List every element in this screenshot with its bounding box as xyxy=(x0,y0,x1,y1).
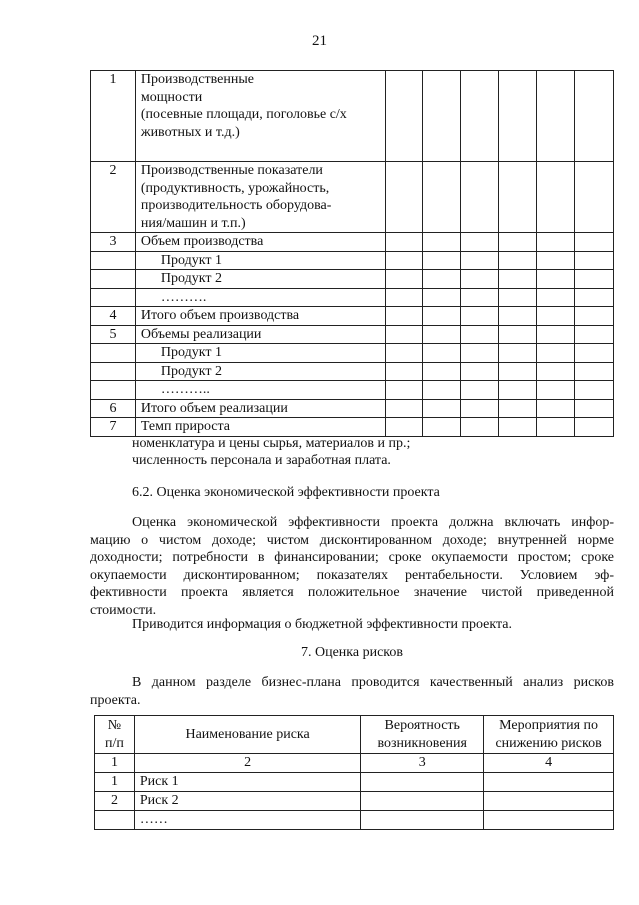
section-6-2-paragraph xyxy=(90,514,614,619)
value-cell xyxy=(385,233,423,252)
value-cell xyxy=(499,418,537,437)
value-cell xyxy=(575,288,614,307)
value-cell xyxy=(385,399,423,418)
value-cell xyxy=(575,362,614,381)
table-row-index xyxy=(95,754,614,773)
value-cell xyxy=(499,399,537,418)
value-cell xyxy=(423,270,461,289)
probability-cell xyxy=(361,792,484,811)
row-number-cell xyxy=(91,344,136,363)
value-cell xyxy=(575,418,614,437)
indicator-name-line: Производственные xyxy=(140,72,254,87)
value-cell xyxy=(499,233,537,252)
table-row xyxy=(95,792,614,811)
value-cell xyxy=(423,307,461,326)
probability-cell xyxy=(361,811,484,830)
col-number-line1: № xyxy=(107,717,122,733)
value-cell xyxy=(575,399,614,418)
table-row xyxy=(91,288,614,307)
indicator-name-line: Темп прироста xyxy=(140,419,231,434)
value-cell xyxy=(499,162,537,233)
paragraph-line: фективности проекта является положительное значение чистой приведенной xyxy=(90,585,614,600)
table-row xyxy=(91,418,614,437)
indicator-name-cell xyxy=(135,399,385,418)
indicator-name-line: Объемы реализации xyxy=(140,326,262,342)
indicator-name-cell xyxy=(135,381,385,400)
value-cell xyxy=(423,71,461,162)
value-cell xyxy=(461,399,499,418)
value-cell xyxy=(423,362,461,381)
table-row xyxy=(91,381,614,400)
value-cell xyxy=(385,251,423,270)
table-row xyxy=(91,325,614,344)
row-number-cell: 2 xyxy=(91,162,136,233)
row-number-cell: 7 xyxy=(91,418,136,437)
row-number-cell xyxy=(91,288,136,307)
indicator-name-cell xyxy=(135,325,385,344)
value-cell xyxy=(499,381,537,400)
indicator-name-line: Продукт 2 xyxy=(160,271,222,286)
section-7-title: 7. Оценка рисков xyxy=(300,645,404,660)
value-cell xyxy=(461,251,499,270)
value-cell xyxy=(499,362,537,381)
value-cell xyxy=(575,307,614,326)
value-cell xyxy=(537,307,575,326)
col-measures-line2: снижению рисков xyxy=(495,735,602,751)
value-cell xyxy=(461,288,499,307)
row-number-cell xyxy=(91,381,136,400)
measures-cell xyxy=(484,773,614,792)
value-cell xyxy=(423,325,461,344)
value-cell xyxy=(385,162,423,233)
value-cell xyxy=(461,325,499,344)
indicator-name-line: ния/машин и т.п.) xyxy=(140,215,246,231)
value-cell xyxy=(499,344,537,363)
paragraph-line: Оценка экономической эффективности проекта должна включать инфор- xyxy=(132,515,614,530)
value-cell xyxy=(575,270,614,289)
row-number-cell: 5 xyxy=(91,325,136,344)
row-number-cell xyxy=(91,270,136,289)
table-row xyxy=(95,773,614,792)
col-probability-line2: возникновения xyxy=(377,735,467,751)
value-cell xyxy=(499,251,537,270)
table-row xyxy=(91,233,614,252)
value-cell xyxy=(499,270,537,289)
indicator-name-line: Продукт 2 xyxy=(160,363,222,379)
col-number-line2: п/п xyxy=(105,735,124,751)
indicator-name-line: Объем производства xyxy=(140,234,264,249)
risk-name-cell: …… xyxy=(134,811,360,830)
table-row xyxy=(95,811,614,830)
value-cell xyxy=(461,344,499,363)
row-number-cell: 6 xyxy=(91,399,136,418)
col-risk-name-header: Наименование риска xyxy=(134,716,360,754)
indicator-name-line: животных и т.д.) xyxy=(140,124,240,140)
index-cell: 1 xyxy=(95,754,135,773)
list-line-staff: численность персонала и заработная плата. xyxy=(132,453,391,468)
col-number-header xyxy=(95,716,135,754)
paragraph-line: стоимости. xyxy=(90,602,157,618)
row-number-cell: 3 xyxy=(91,233,136,252)
table-row xyxy=(91,362,614,381)
value-cell xyxy=(537,418,575,437)
indicator-name-cell xyxy=(135,418,385,437)
value-cell xyxy=(385,288,423,307)
probability-cell xyxy=(361,773,484,792)
value-cell xyxy=(499,325,537,344)
measures-cell xyxy=(484,792,614,811)
value-cell xyxy=(575,251,614,270)
value-cell xyxy=(575,344,614,363)
table-row xyxy=(91,399,614,418)
value-cell xyxy=(537,362,575,381)
indicator-name-cell xyxy=(135,233,385,252)
value-cell xyxy=(537,233,575,252)
value-cell xyxy=(461,71,499,162)
page-number: 21 xyxy=(312,33,327,49)
indicator-name-line: ……….. xyxy=(160,382,210,397)
value-cell xyxy=(385,325,423,344)
value-cell xyxy=(537,399,575,418)
value-cell xyxy=(499,307,537,326)
value-cell xyxy=(423,344,461,363)
value-cell xyxy=(423,399,461,418)
value-cell xyxy=(461,162,499,233)
value-cell xyxy=(537,288,575,307)
value-cell xyxy=(537,251,575,270)
col-measures-line1: Мероприятия по xyxy=(499,717,599,733)
value-cell xyxy=(423,162,461,233)
row-number-cell: 4 xyxy=(91,307,136,326)
value-cell xyxy=(461,362,499,381)
value-cell xyxy=(537,325,575,344)
indicator-name-line: (продуктивность, урожайность, xyxy=(140,180,330,196)
value-cell xyxy=(385,270,423,289)
risk-name-cell: Риск 2 xyxy=(134,792,360,811)
value-cell xyxy=(537,270,575,289)
row-number-cell: 1 xyxy=(91,71,136,162)
indicator-name-line: Итого объем производства xyxy=(140,308,300,323)
value-cell xyxy=(537,381,575,400)
indicator-name-cell xyxy=(135,344,385,363)
table-row xyxy=(91,251,614,270)
value-cell xyxy=(575,325,614,344)
indicator-name-cell xyxy=(135,307,385,326)
value-cell xyxy=(423,251,461,270)
col-probability-line1: Вероятность xyxy=(384,717,460,733)
indicator-name-cell xyxy=(135,270,385,289)
value-cell xyxy=(575,381,614,400)
value-cell xyxy=(423,288,461,307)
value-cell xyxy=(423,233,461,252)
value-cell xyxy=(537,162,575,233)
table-row xyxy=(91,307,614,326)
paragraph-line: В данном разделе бизнес-плана проводится качественный анализ рисков xyxy=(132,675,614,690)
indicator-name-cell xyxy=(135,362,385,381)
value-cell xyxy=(575,162,614,233)
value-cell xyxy=(385,307,423,326)
indicator-name-line: Продукт 1 xyxy=(160,345,222,360)
value-cell xyxy=(499,288,537,307)
risk-name-cell: Риск 1 xyxy=(134,773,360,792)
value-cell xyxy=(537,344,575,363)
col-measures-header xyxy=(484,716,614,754)
indicator-name-line: Итого объем реализации xyxy=(140,400,288,416)
table-row xyxy=(91,270,614,289)
risk-table xyxy=(94,715,614,830)
value-cell xyxy=(461,418,499,437)
indicator-name-line: Производственные показатели xyxy=(140,163,323,178)
index-cell: 3 xyxy=(361,754,484,773)
value-cell xyxy=(385,344,423,363)
section-6-2-title: 6.2. Оценка экономической эффективности проекта xyxy=(132,485,440,500)
paragraph-line: окупаемости дисконтированном; показателях рентабельности. Условием эф- xyxy=(90,567,614,583)
index-cell: 2 xyxy=(134,754,360,773)
value-cell xyxy=(461,307,499,326)
value-cell xyxy=(575,233,614,252)
value-cell xyxy=(461,381,499,400)
indicator-name-cell xyxy=(135,71,385,162)
section-7-paragraph xyxy=(90,674,614,709)
risk-number-cell: 1 xyxy=(95,773,135,792)
paragraph-line: доходности; потребности в финансировании; сроке окупаемости простом; сроке xyxy=(90,550,614,565)
indicator-name-cell xyxy=(135,162,385,233)
row-number-cell xyxy=(91,362,136,381)
row-number-cell xyxy=(91,251,136,270)
indicator-name-line: (посевные площади, поголовье с/х xyxy=(140,107,347,122)
risk-number-cell: 2 xyxy=(95,792,135,811)
value-cell xyxy=(423,418,461,437)
indicator-name-line: Продукт 1 xyxy=(160,252,222,268)
indicator-name-line: мощности xyxy=(140,89,203,105)
measures-cell xyxy=(484,811,614,830)
value-cell xyxy=(537,71,575,162)
table-row xyxy=(91,344,614,363)
value-cell xyxy=(423,381,461,400)
value-cell xyxy=(385,418,423,437)
col-probability-header xyxy=(361,716,484,754)
paragraph-line: мацию о чистом доходе; чистом дисконтированном доходе; внутренней норме xyxy=(90,532,614,548)
list-line-materials: номенклатура и цены сырья, материалов и пр.; xyxy=(132,436,411,451)
indicator-name-line: ………. xyxy=(160,289,207,305)
value-cell xyxy=(461,233,499,252)
value-cell xyxy=(499,71,537,162)
risk-number-cell xyxy=(95,811,135,830)
paragraph-line: проекта. xyxy=(90,692,141,708)
indicator-name-cell xyxy=(135,251,385,270)
value-cell xyxy=(461,270,499,289)
value-cell xyxy=(385,71,423,162)
index-cell: 4 xyxy=(484,754,614,773)
budget-efficiency-text: Приводится информация о бюджетной эффективности проекта. xyxy=(132,617,513,632)
value-cell xyxy=(385,381,423,400)
indicator-name-line: производительность оборудова- xyxy=(140,198,332,213)
table-row xyxy=(91,162,614,233)
production-table xyxy=(90,70,614,437)
table-row xyxy=(91,71,614,162)
indicator-name-cell xyxy=(135,288,385,307)
value-cell xyxy=(385,362,423,381)
value-cell xyxy=(575,71,614,162)
